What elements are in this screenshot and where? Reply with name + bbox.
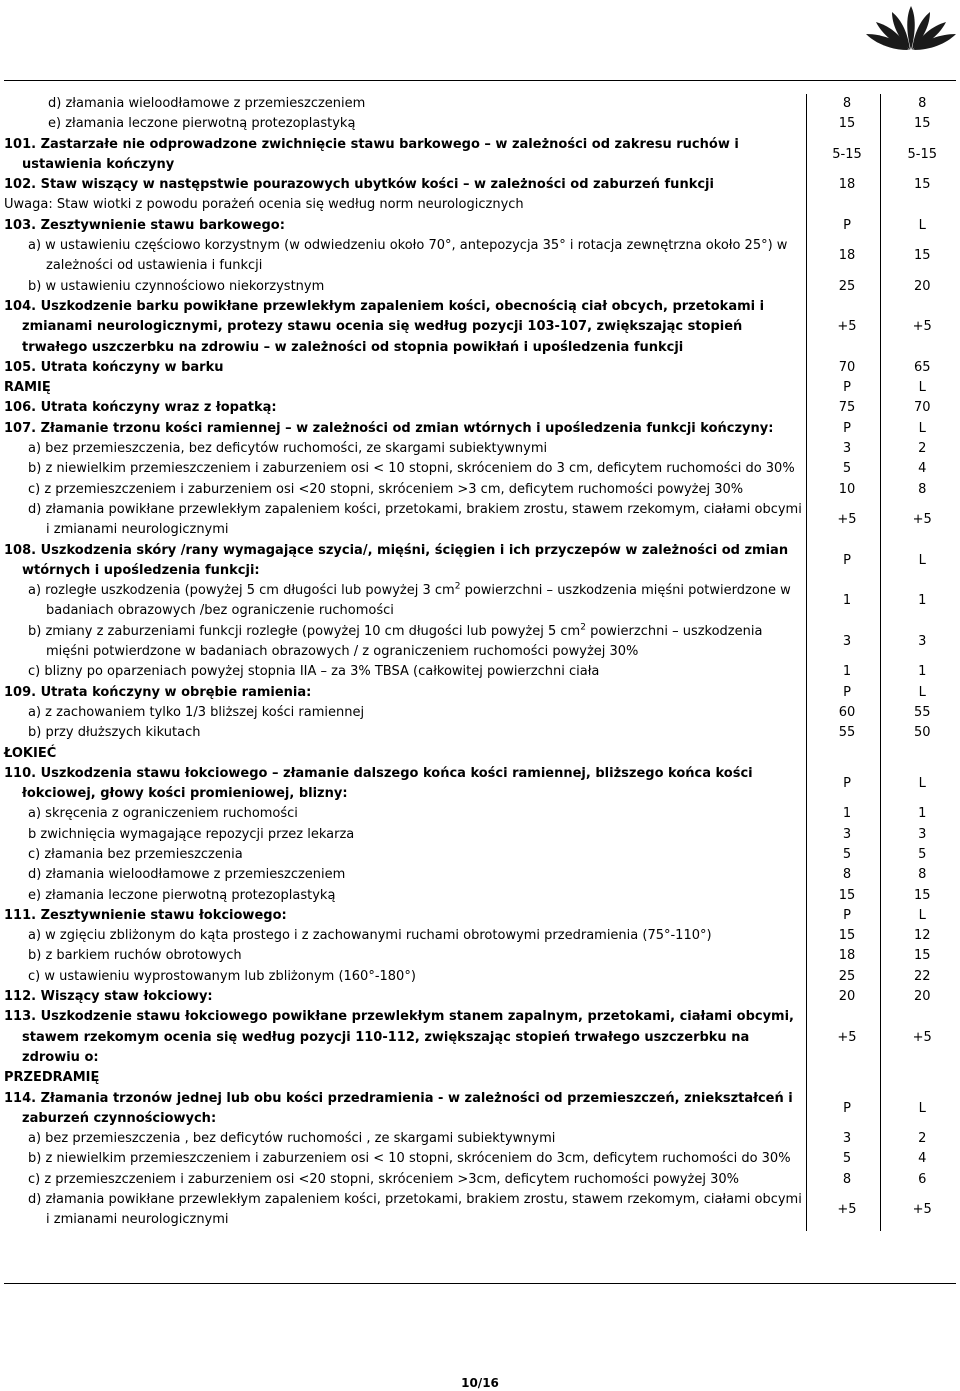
value-l: L <box>918 420 926 436</box>
value-p: P <box>806 541 880 582</box>
item-description <box>4 825 806 845</box>
value-p: 1 <box>806 581 880 622</box>
value-p: 15 <box>806 926 880 946</box>
row-text: d) złamania wieloodłamowe z przemieszczeniem <box>48 96 366 111</box>
position-heading <box>4 398 806 418</box>
value-p: 75 <box>806 398 880 418</box>
row-text: 112. Wiszący staw łokciowy: <box>4 989 213 1005</box>
value-l: 3 <box>918 633 927 649</box>
row-text: e) złamania leczone pierwotną protezoplastyką <box>28 887 336 903</box>
table-row <box>4 1190 956 1231</box>
value-l: +5 <box>912 1029 932 1045</box>
position-heading <box>4 1007 806 1068</box>
value-l: 6 <box>918 1171 927 1187</box>
value-l: L <box>918 1100 926 1116</box>
row-text-continued: powierzchni – uszkodzenia mięśni potwierdzone w badaniach obrazowych /bez ograniczenie ruchomości <box>46 583 791 619</box>
table-row <box>4 236 956 277</box>
superscript: 2 <box>580 622 586 633</box>
table-row <box>4 723 956 743</box>
value-p: P <box>806 683 880 703</box>
value-p: 10 <box>806 480 880 500</box>
value-l: 55 <box>913 704 931 720</box>
row-text: b) z barkiem ruchów obrotowych <box>28 948 242 964</box>
item-description <box>4 804 806 824</box>
value-l: L <box>918 380 926 396</box>
item-description <box>4 622 806 663</box>
table-row <box>4 195 956 215</box>
value-l: 2 <box>918 441 927 457</box>
table-row <box>4 114 956 134</box>
value-l <box>880 195 956 215</box>
value-p: 8 <box>806 1170 880 1190</box>
value-p: +5 <box>806 1190 880 1231</box>
table-row <box>4 683 956 703</box>
value-l: 3 <box>918 826 927 842</box>
fan-logo-icon <box>862 2 960 52</box>
value-l: 20 <box>913 989 931 1005</box>
position-heading <box>4 419 806 439</box>
value-l: L <box>918 907 926 923</box>
value-l: 4 <box>918 1151 927 1167</box>
section-heading <box>4 378 806 398</box>
table-row <box>4 419 956 439</box>
table-row <box>4 1170 956 1190</box>
value-l: 1 <box>918 593 927 609</box>
table-row <box>4 1129 956 1149</box>
value-l: 15 <box>913 248 931 264</box>
value-l: 1 <box>918 806 927 822</box>
table-row <box>4 358 956 378</box>
table-row <box>4 216 956 236</box>
table-row <box>4 500 956 541</box>
row-text: a) bez przemieszczenia , bez deficytów ruchomości , ze skargami subiektywnymi <box>28 1131 556 1147</box>
value-l: 15 <box>913 948 931 964</box>
position-heading <box>4 987 806 1007</box>
page-number: 10/16 <box>461 1376 499 1390</box>
row-text: d) złamania powikłane przewlekłym zapaleniem kości, przetokami, brakiem zrostu, stawem rzekomym, ciałami obcymi i zmianami neurologicznymi <box>28 1192 802 1228</box>
row-text: PRZEDRAMIĘ <box>4 1070 100 1086</box>
row-text: c) z przemieszczeniem i zaburzeniem osi <20 stopni, skróceniem >3cm, deficytem ruchomości powyżej 30% <box>28 1171 739 1187</box>
row-text: a) w ustawieniu częściowo korzystnym (w odwiedzeniu około 70°, antepozycja 35° i rotacja zewnętrzna około 25°) w zależności od ustawienia i funkcji <box>28 238 788 274</box>
table-row <box>4 1089 956 1130</box>
table-row <box>4 398 956 418</box>
item-description <box>4 1190 806 1231</box>
value-p: +5 <box>806 297 880 358</box>
position-heading <box>4 135 806 176</box>
value-p: 3 <box>806 622 880 663</box>
bottom-rule <box>4 1283 956 1284</box>
table-row <box>4 459 956 479</box>
item-description <box>4 926 806 946</box>
position-heading <box>4 358 806 378</box>
row-text: a) w zgięciu zbliżonym do kąta prostego i z zachowanymi ruchami obrotowymi przedramienia (75°-110°) <box>28 928 712 944</box>
row-text: 101. Zastarzałe nie odprowadzone zwichnięcie stawu barkowego – w zależności od zakresu ruchów i ustawienia kończyny <box>4 136 739 172</box>
value-p: 15 <box>806 886 880 906</box>
value-p: P <box>806 764 880 805</box>
value-p: 5 <box>806 1149 880 1169</box>
value-p: 3 <box>806 825 880 845</box>
value-l: 8 <box>918 481 927 497</box>
table-row <box>4 297 956 358</box>
value-l: L <box>918 775 926 791</box>
item-description <box>4 500 806 541</box>
row-text: c) z przemieszczeniem i zaburzeniem osi <20 stopni, skróceniem >3 cm, deficytem ruchomości powyżej 30% <box>28 481 744 497</box>
row-text: 114. Złamania trzonów jednej lub obu kości przedramienia - w zależności od przemieszczeń, zniekształceń i zaburzeń czynnościowych: <box>4 1090 793 1126</box>
item-description <box>4 459 806 479</box>
item-description <box>4 967 806 987</box>
row-text: a) z zachowaniem tylko 1/3 bliższej kości ramiennej <box>28 704 365 720</box>
item-description <box>4 581 806 622</box>
row-text: b) zmiany z zaburzeniami funkcji rozległe (powyżej 10 cm długości lub powyżej 5 cm <box>28 623 581 639</box>
position-heading <box>4 216 806 236</box>
value-l: 15 <box>913 887 931 903</box>
value-p: 5-15 <box>806 135 880 176</box>
table-row <box>4 94 956 114</box>
row-text: 102. Staw wiszący w następstwie pourazowych ubytków kości – w zależności od zaburzeń funkcji <box>4 177 714 193</box>
value-l: +5 <box>912 1202 932 1218</box>
row-text: a) bez przemieszczenia, bez deficytów ruchomości, ze skargami subiektywnymi <box>28 441 548 457</box>
table-row <box>4 277 956 297</box>
row-text: b zwichnięcia wymagające repozycji przez lekarza <box>28 826 355 842</box>
row-text: b) przy dłuższych kikutach <box>28 725 201 741</box>
value-l: 4 <box>918 461 927 477</box>
value-l: +5 <box>912 512 932 528</box>
value-l: +5 <box>912 319 932 335</box>
row-text: b) z niewielkim przemieszczeniem i zaburzeniem osi < 10 stopni, skróceniem do 3 cm, deficytem ruchomości do 30% <box>28 461 795 477</box>
value-p: 70 <box>806 358 880 378</box>
position-heading <box>4 1089 806 1130</box>
value-l: 5 <box>918 846 927 862</box>
position-heading <box>4 297 806 358</box>
table-row <box>4 764 956 805</box>
position-heading <box>4 175 806 195</box>
value-p: P <box>806 419 880 439</box>
table-row <box>4 886 956 906</box>
value-l: 15 <box>913 177 931 193</box>
value-p <box>806 1068 880 1088</box>
table-row <box>4 1068 956 1088</box>
table-row <box>4 804 956 824</box>
row-text: b) w ustawieniu czynnościowo niekorzystnym <box>28 278 325 294</box>
table-row <box>4 906 956 926</box>
table-row <box>4 1007 956 1068</box>
value-p: 55 <box>806 723 880 743</box>
value-p: +5 <box>806 1007 880 1068</box>
row-text: a) skręcenia z ograniczeniem ruchomości <box>28 806 298 822</box>
row-text: a) rozległe uszkodzenia (powyżej 5 cm długości lub powyżej 3 cm <box>28 583 455 599</box>
table-row <box>4 744 956 764</box>
table-row <box>4 926 956 946</box>
row-text: 107. Złamanie trzonu kości ramiennej – w zależności od zmian wtórnych i upośledzenia funkcji kończyny: <box>4 420 774 436</box>
item-description <box>4 439 806 459</box>
position-heading <box>4 764 806 805</box>
table-row <box>4 703 956 723</box>
value-l: 2 <box>918 1131 927 1147</box>
item-description <box>4 236 806 277</box>
value-l: 12 <box>913 928 931 944</box>
value-p: 8 <box>806 94 880 114</box>
row-text: 113. Uszkodzenie stawu łokciowego powikłane przewlekłym stanem zapalnym, przetokami, ciałami obcymi, stawem rzekomym ocenia się według pozycji 110-112, zwiększając stopień trwałego uszczerbku na zdrowiu o: <box>4 1009 794 1065</box>
row-text: 111. Zesztywnienie stawu łokciowego: <box>4 907 287 923</box>
value-p: P <box>806 378 880 398</box>
value-p: P <box>806 906 880 926</box>
value-p: 25 <box>806 967 880 987</box>
value-l: 50 <box>913 725 931 741</box>
table-row <box>4 865 956 885</box>
value-p: 18 <box>806 236 880 277</box>
value-l: 22 <box>913 968 931 984</box>
value-l: L <box>918 684 926 700</box>
row-text: 105. Utrata kończyny w barku <box>4 359 224 375</box>
row-text-continued: powierzchni – uszkodzenia mięśni potwierdzone w badaniach obrazowych / z ograniczeniem ruchomości powyżej 30% <box>46 623 763 660</box>
row-text: c) złamania bez przemieszczenia <box>28 846 243 862</box>
row-text: d) złamania wieloodłamowe z przemieszczeniem <box>28 867 346 883</box>
table-row <box>4 622 956 663</box>
value-p: 8 <box>806 865 880 885</box>
table-row <box>4 175 956 195</box>
row-text: 108. Uszkodzenia skóry /rany wymagające szycia/, mięśni, ścięgien i ich przyczepów w zależności od zmian wtórnych i upośledzenia funkcji: <box>4 542 789 578</box>
value-l: 15 <box>913 116 931 132</box>
row-text: c) w ustawieniu wyprostowanym lub zbliżonym (160°-180°) <box>28 968 416 984</box>
value-l: 1 <box>918 664 927 680</box>
item-description <box>4 946 806 966</box>
table-row <box>4 662 956 682</box>
row-text: e) złamania leczone pierwotną protezoplastyką <box>48 116 356 132</box>
section-heading <box>4 744 806 764</box>
value-p: 3 <box>806 439 880 459</box>
value-p: 5 <box>806 845 880 865</box>
row-text: d) złamania powikłane przewlekłym zapaleniem kości, przetokami, brakiem zrostu, stawem rzekomym, ciałami obcymi i zmianami neurologicznymi <box>28 501 802 538</box>
row-text: ŁOKIEĆ <box>4 745 57 761</box>
row-text: Uwaga: Staw wiotki z powodu porażeń ocenia się według norm neurologicznych <box>4 197 524 213</box>
item-description <box>4 1149 806 1169</box>
table-row <box>4 1149 956 1169</box>
value-p: 15 <box>806 114 880 134</box>
table-row <box>4 946 956 966</box>
value-p: 60 <box>806 703 880 723</box>
item-description <box>4 94 806 114</box>
table-row <box>4 967 956 987</box>
table-row <box>4 825 956 845</box>
row-text: 110. Uszkodzenia stawu łokciowego – złamanie dalszego końca kości ramiennej, bliższego końca kości łokciowej, głowy kości promieniowej, blizny: <box>4 765 753 802</box>
value-p <box>806 195 880 215</box>
value-p: 18 <box>806 946 880 966</box>
item-description <box>4 480 806 500</box>
value-l: 8 <box>918 867 927 883</box>
value-p: +5 <box>806 500 880 541</box>
value-l <box>880 744 956 764</box>
row-text: RAMIĘ <box>4 380 51 396</box>
value-p: 18 <box>806 175 880 195</box>
value-p: P <box>806 216 880 236</box>
value-l: 20 <box>913 278 931 294</box>
item-description <box>4 662 806 682</box>
section-heading <box>4 1068 806 1088</box>
table-row <box>4 581 956 622</box>
table-row <box>4 480 956 500</box>
top-rule <box>4 80 956 81</box>
row-text: 109. Utrata kończyny w obrębie ramienia: <box>4 684 312 700</box>
item-description <box>4 703 806 723</box>
value-l: 5-15 <box>907 146 937 162</box>
value-p: 5 <box>806 459 880 479</box>
superscript: 2 <box>454 581 461 592</box>
value-p: P <box>806 1089 880 1130</box>
table-row <box>4 845 956 865</box>
item-description <box>4 1170 806 1190</box>
value-p <box>806 744 880 764</box>
row-text: 106. Utrata kończyny wraz z łopatką: <box>4 400 277 416</box>
value-p: 3 <box>806 1129 880 1149</box>
value-l: 65 <box>913 359 931 375</box>
value-l: L <box>918 217 926 233</box>
value-l: 70 <box>913 400 931 416</box>
value-l: 8 <box>918 96 927 111</box>
table-row <box>4 378 956 398</box>
value-l: L <box>918 552 926 568</box>
value-p: 20 <box>806 987 880 1007</box>
table-row <box>4 135 956 176</box>
item-description <box>4 114 806 134</box>
item-description <box>4 277 806 297</box>
injury-rating-table <box>4 94 956 1231</box>
position-heading <box>4 906 806 926</box>
item-description <box>4 886 806 906</box>
value-l <box>880 1068 956 1088</box>
row-text: 104. Uszkodzenie barku powikłane przewlekłym zapaleniem kości, obecnością ciał obcych, przetokami i zmianami neurologicznymi, protezy stawu ocenia się według pozycji 103-107, zwiększając stopień trwałego uszczerbku na zdrowiu – w zależności od stopnia powikłań i upośledzenia funkcji <box>4 298 765 355</box>
note-text <box>4 195 806 215</box>
row-text: b) z niewielkim przemieszczeniem i zaburzeniem osi < 10 stopni, skróceniem do 3cm, deficytem ruchomości do 30% <box>28 1151 791 1167</box>
row-text: 103. Zesztywnienie stawu barkowego: <box>4 217 285 233</box>
table-row <box>4 987 956 1007</box>
item-description <box>4 1129 806 1149</box>
item-description <box>4 845 806 865</box>
table-row <box>4 541 956 582</box>
item-description <box>4 865 806 885</box>
table-row <box>4 439 956 459</box>
position-heading <box>4 683 806 703</box>
value-p: 1 <box>806 662 880 682</box>
row-text: c) blizny po oparzeniach powyżej stopnia IIA – za 3% TBSA (całkowitej powierzchni ciała <box>28 664 600 680</box>
value-p: 1 <box>806 804 880 824</box>
position-heading <box>4 541 806 582</box>
value-p: 25 <box>806 277 880 297</box>
item-description <box>4 723 806 743</box>
